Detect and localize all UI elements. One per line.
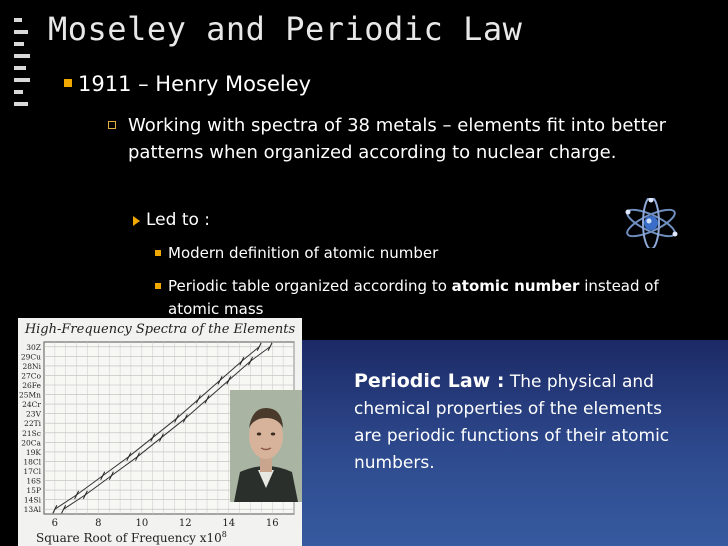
chart-y-tick-label: 13Al [23,505,41,515]
hollow-square-bullet-icon [108,121,116,129]
chart-y-tick-label: 14Si [23,495,41,505]
small-square-bullet-icon [155,250,161,256]
bullet-level4-2 [168,275,668,321]
bullet-level1-text: 1911 – Henry Moseley [78,72,312,96]
chart-x-tick-label: 12 [178,518,192,529]
chart-x-axis-title-exponent: 8 [221,530,227,539]
chart-y-tick-label: 15P [26,486,41,496]
atom-icon [620,198,682,248]
chart-y-tick-label: 20Ca [21,438,41,448]
chart-y-tick-label: 29Cu [20,352,41,362]
chart-y-tick-label: 17Cl [23,467,41,476]
bullet-level2-text: Working with spectra of 38 metals – elements fit into better patterns when organized according to nuclear charge. [128,115,666,163]
bullet-level4-2-bold: atomic number [451,277,580,295]
bullet-level1 [78,72,311,96]
slide-title: Moseley and Periodic Law [48,10,523,48]
chart-y-tick-label: 25Mn [18,390,41,400]
chart-x-tick-label: 8 [95,518,102,529]
chart-y-tick-label: 30Z [26,342,41,352]
chart-title: High-Frequency Spectra of the Elements [24,322,296,337]
chart-x-axis-title [36,530,227,545]
chart-y-tick-label: 28Ni [22,361,41,371]
bullet-level4-2-after: instead of atomic mass [168,277,659,318]
bullet-level4-1 [168,242,668,265]
chart-y-tick-label: 27Co [21,371,41,381]
moseley-portrait-photo [230,390,302,502]
bullet-level4-2-text: Periodic table organized according to [168,277,452,295]
chart-x-axis-title-text: Square Root of Frequency x10 [36,531,222,545]
bullet-level2 [128,112,668,166]
triangle-bullet-icon [133,216,140,226]
bullet-level3-text: Led to : [146,210,211,230]
chart-y-tick-label: 19K [25,447,41,457]
bullet-level3 [146,210,210,230]
chart-y-tick-label: 21Sc [22,428,41,438]
square-bullet-icon [64,79,72,87]
periodic-law-callout [302,340,728,546]
decorative-bars [14,18,30,118]
chart-x-tick-label: 16 [265,518,279,529]
chart-y-tick-label: 22Ti [24,419,41,429]
chart-x-tick-label: 6 [51,518,59,529]
chart-y-tick-label: 18Cl [23,457,41,467]
chart-y-tick-label: 24Cr [22,400,41,410]
callout-text [354,368,694,477]
chart-x-tick-label: 14 [222,518,236,529]
small-square-bullet-icon [155,283,161,289]
callout-body: The physical and chemical properties of the elements are periodic functions of their atomic numbers. [354,372,670,473]
chart-y-tick-label: 16S [26,476,41,486]
chart-y-tick-label: 23V [26,409,41,419]
chart-x-tick-label: 10 [135,518,149,529]
chart-y-tick-label: 26Fe [22,381,41,390]
bullet-level4-1-text: Modern definition of atomic number [168,244,439,262]
callout-heading: Periodic Law : [354,370,505,392]
